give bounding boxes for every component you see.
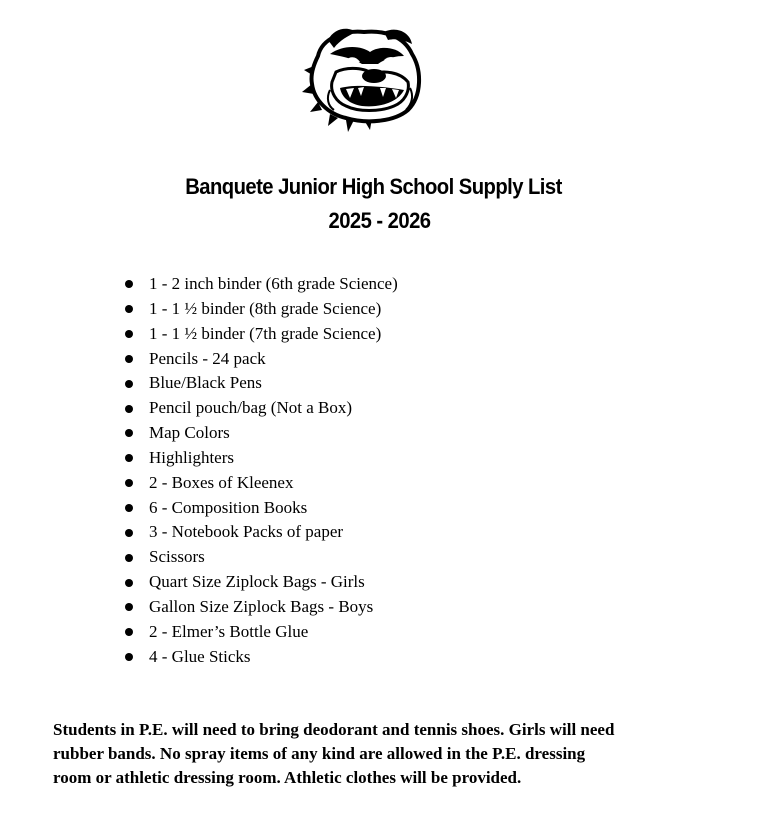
supply-item-text: 3 - Notebook Packs of paper: [149, 522, 344, 542]
supply-item-text: Blue/Black Pens: [149, 373, 262, 393]
list-item: [122, 446, 398, 471]
bullet-icon: [125, 355, 133, 363]
list-item: [122, 396, 398, 421]
supply-item-text: 1 - 1 ½ binder (7th grade Science): [149, 323, 382, 343]
list-item: [122, 595, 398, 620]
bullet-icon: [125, 330, 133, 338]
list-item: [122, 496, 398, 521]
list-item: [122, 645, 398, 670]
school-year: 2025 - 2026: [328, 208, 431, 233]
bullet-icon: [125, 579, 133, 587]
bulldog-mascot-icon: [300, 26, 426, 132]
bullet-icon: [125, 280, 133, 288]
supply-item-text: 1 - 2 inch binder (6th grade Science): [149, 274, 398, 293]
list-item: [122, 421, 398, 446]
bullet-icon: [125, 454, 133, 462]
bulldog-logo: [300, 26, 426, 132]
list-item: [122, 322, 398, 347]
list-item: [122, 272, 398, 297]
list-item: [122, 570, 398, 595]
bullet-icon: [125, 603, 133, 611]
list-item: [122, 620, 398, 645]
bullet-icon: [125, 504, 133, 512]
list-item: [122, 471, 398, 496]
list-item: [122, 347, 398, 372]
bullet-icon: [125, 479, 133, 487]
supply-item-text: 2 - Elmer’s Bottle Glue: [149, 621, 309, 641]
supply-item-text: Gallon Size Ziplock Bags - Boys: [149, 596, 374, 616]
supply-item-text: 1 - 1 ½ binder (8th grade Science): [149, 298, 382, 318]
page-title: Banquete Junior High School Supply List: [185, 174, 562, 199]
supply-item-text: 6 - Composition Books: [149, 497, 308, 517]
bullet-icon: [125, 529, 133, 537]
supply-item-text: Highlighters: [149, 447, 234, 467]
supply-item-text: Quart Size Ziplock Bags - Girls: [149, 572, 365, 592]
pe-note: Students in P.E. will need to bring deodorant and tennis shoes. Girls will need rubber bands. No spray items of any kind are allowed in the P.E. dressing room or athletic dressing room. Athletic clothes will be provided.: [53, 720, 615, 787]
supply-item-text: 2 - Boxes of Kleenex: [149, 472, 294, 492]
list-item: [122, 371, 398, 396]
supply-item-text: Pencil pouch/bag (Not a Box): [149, 398, 353, 418]
bullet-icon: [125, 405, 133, 413]
supply-item-text: 4 - Glue Sticks: [149, 646, 251, 666]
supply-list: [122, 272, 398, 670]
bullet-icon: [125, 305, 133, 313]
list-item: [122, 520, 398, 545]
bullet-icon: [125, 653, 133, 661]
supply-item-text: Pencils - 24 pack: [149, 348, 266, 368]
bullet-icon: [125, 429, 133, 437]
bullet-icon: [125, 554, 133, 562]
supply-item-text: Scissors: [149, 547, 205, 567]
list-item: [122, 545, 398, 570]
bullet-icon: [125, 380, 133, 388]
bullet-icon: [125, 628, 133, 636]
supply-item-text: Map Colors: [149, 423, 230, 443]
list-item: [122, 297, 398, 322]
